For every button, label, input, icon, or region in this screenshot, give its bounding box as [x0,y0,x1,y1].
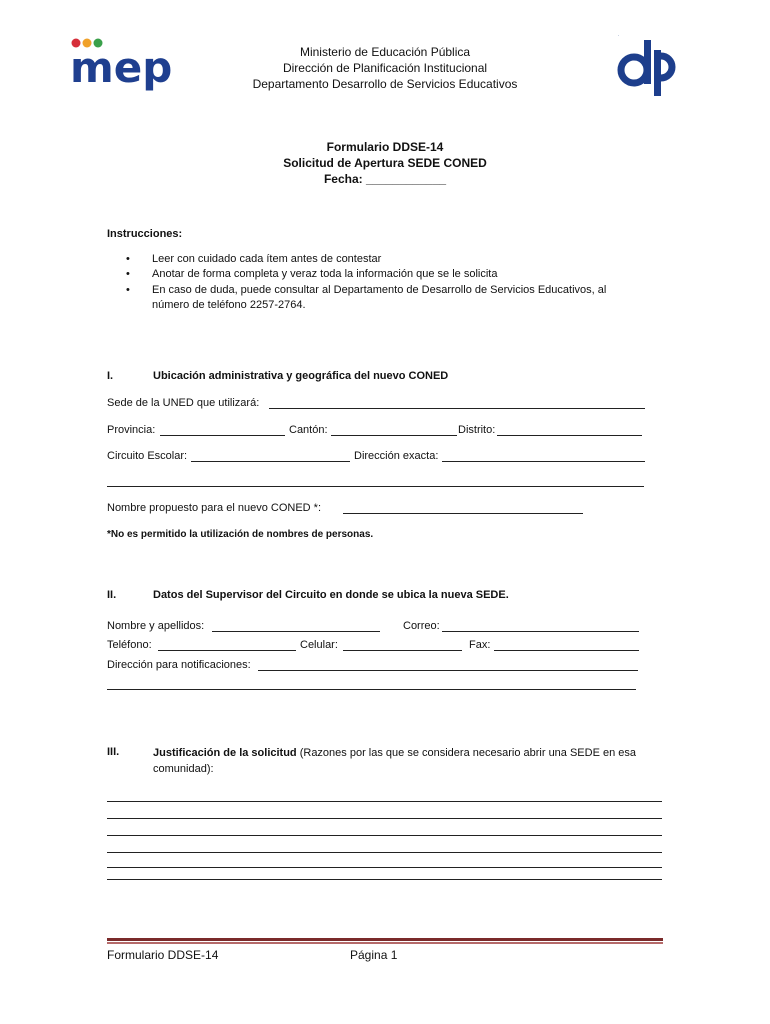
header-direccion: Dirección de Planificación Institucional [282,61,488,75]
section3-title [153,745,668,777]
correo-label: Correo: [403,620,440,632]
dp-logo-graphic [618,36,680,96]
fecha-field[interactable]: Fecha: ____________ [323,172,447,186]
provincia-label: Provincia: [107,424,156,436]
distrito-field[interactable] [497,423,642,436]
footer-divider-secondary [107,942,663,944]
direccion-notificaciones-label: Dirección para notificaciones: [107,659,251,671]
direccion-notificaciones-field[interactable] [258,658,638,671]
section3-title-rest: (Razones por las que se considera necesario abrir una SEDE en esa comunidad): [153,747,637,775]
form-subtitle: Solicitud de Apertura SEDE CONED [283,156,487,170]
sede-uned-label: Sede de la UNED que utilizará: [107,397,260,409]
section3-title-bold: Justificación de la solicitud [153,747,297,759]
correo-field[interactable] [442,619,639,632]
circuito-label: Circuito Escolar: [107,450,188,462]
mep-logo-text: mep [70,43,173,92]
justificacion-line-4[interactable] [107,852,662,853]
section3-numeral: III. [107,746,120,758]
dp-logo-text: dp [618,36,620,37]
header-departamento: Departamento Desarrollo de Servicios Educativos [252,77,518,91]
distrito-label: Distrito: [458,424,496,436]
section1-title: Ubicación administrativa y geográfica del nuevo CONED [153,370,449,382]
sede-uned-field[interactable] [269,396,645,409]
circuito-field[interactable] [191,449,350,462]
direccion-exacta-continuation[interactable] [107,486,644,487]
justificacion-line-2[interactable] [107,818,662,819]
nombre-coned-field[interactable] [343,501,583,514]
direccion-exacta-label: Dirección exacta: [354,450,439,462]
celular-field[interactable] [343,638,462,651]
bullet-icon: • [126,268,130,280]
footer-page-number: Página 1 [350,948,398,962]
direccion-notificaciones-continuation[interactable] [107,689,636,690]
telefono-label: Teléfono: [107,639,152,651]
canton-label: Cantón: [289,424,328,436]
bullet-icon: • [126,253,130,265]
mep-logo [70,38,173,92]
justificacion-line-6[interactable] [107,879,662,880]
provincia-field[interactable] [160,423,285,436]
section1-numeral: I. [107,370,114,382]
form-code-title: Formulario DDSE-14 [326,140,444,154]
instructions-heading: Instrucciones: [107,228,183,240]
telefono-field[interactable] [158,638,296,651]
footer-divider [107,938,663,941]
nombre-coned-label: Nombre propuesto para el nuevo CONED *: [107,502,321,514]
mep-logo-graphic [70,38,173,92]
fax-field[interactable] [494,638,639,651]
header-ministerio: Ministerio de Educación Pública [299,45,471,59]
celular-label: Celular: [300,639,338,651]
supervisor-nombre-field[interactable] [212,619,380,632]
direccion-exacta-field[interactable] [442,449,645,462]
justificacion-line-1[interactable] [107,801,662,802]
fax-label: Fax: [469,639,491,651]
section2-numeral: II. [107,589,117,601]
section1-note: *No es permitido la utilización de nombres de personas. [107,529,374,540]
supervisor-nombre-label: Nombre y apellidos: [107,620,205,632]
bullet-icon: • [126,284,130,296]
dp-logo [618,36,680,96]
justificacion-line-5[interactable] [107,867,662,868]
footer-form-code: Formulario DDSE-14 [107,948,219,962]
justificacion-line-3[interactable] [107,835,662,836]
canton-field[interactable] [331,423,457,436]
section2-title: Datos del Supervisor del Circuito en donde se ubica la nueva SEDE. [153,589,509,601]
